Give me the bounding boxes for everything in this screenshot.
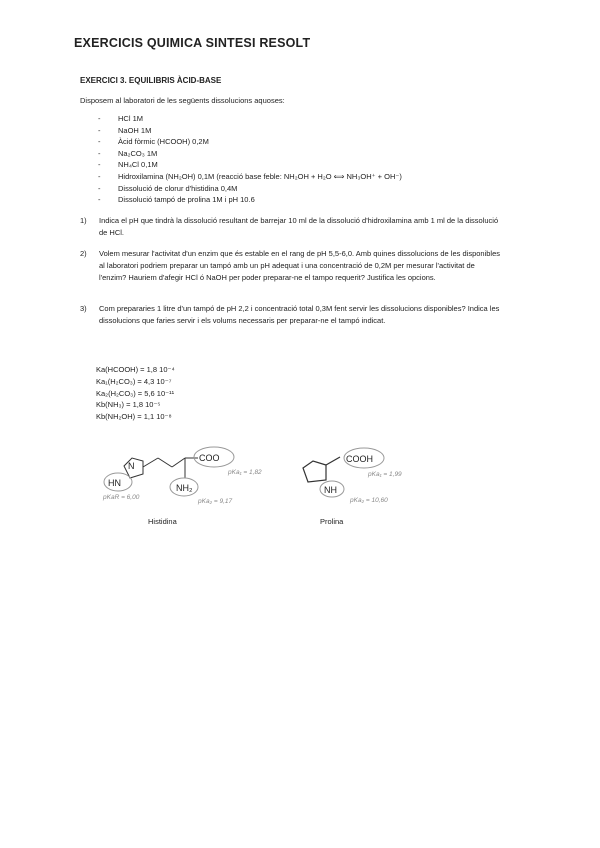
constant-item: Kb(NH₂OH) = 1,1 10⁻⁸ [96, 412, 172, 422]
bond [326, 457, 340, 465]
question-3: 3) Com prepararies 1 litre d'un tampó de pH 2,2 i concentració total 0,3M fent servir les dissolucions disponibles? Indica les dissolucions que faries servir i els volums necessaris per preparar-ne el tampó indicat. [80, 304, 500, 325]
nh2-label: NH₂ [176, 483, 193, 493]
bond [143, 458, 158, 467]
page-title: EXERCICIS QUIMICA SINTESI RESOLT [74, 36, 311, 50]
bond [158, 458, 172, 467]
coo-label: COO [199, 453, 220, 463]
bond [172, 458, 185, 467]
constant-item: Ka₁(H₂CO₃) = 4,3 10⁻⁷ [96, 376, 172, 386]
n-label: N [128, 461, 135, 471]
intro-text: Disposem al laboratori de les següents dissolucions aquoses: [80, 96, 285, 105]
question-1: 1) Indica el pH que tindrà la dissolució resultant de barrejar 10 ml de la dissolució d'hidroxilamina amb 1 ml de la dissolució de HCl. [80, 216, 499, 237]
list-item: - NaOH 1M [98, 125, 152, 135]
list-item: - HCl 1M [98, 114, 144, 123]
proline-pka2: pKa₂ = 10,60 [350, 497, 388, 504]
histidine-label: Histidina [148, 517, 177, 526]
constant-item: Ka₂(H₂CO₃) = 5,6 10⁻¹¹ [96, 388, 175, 398]
cooh-label: COOH [346, 454, 373, 464]
constant-item: Kb(NH₃) = 1,8 10⁻⁵ [96, 400, 161, 410]
section-title: EXERCICI 3. EQUILIBRIS ÀCID-BASE [80, 76, 222, 85]
proline-label: Prolina [320, 517, 344, 526]
histidine-pkar: pKaR = 6,00 [103, 494, 140, 501]
proline-pka1: pKa₁ = 1,99 [368, 471, 402, 478]
histidine-pka1: pKa₁ = 1,82 [228, 469, 262, 476]
list-item: - Dissolució de clorur d'histidina 0,4M [98, 183, 238, 193]
list-item: - Dissolució tampó de prolina 1M i pH 10.6 [98, 195, 255, 205]
list-item: - NH₄Cl 0,1M [98, 160, 158, 170]
list-item: - Hidroxilamina (NH₂OH) 0,1M (reacció base feble: NH₂OH + H₂O ⟺ NH₃OH⁺ + OH⁻) [98, 171, 402, 181]
constant-item: Ka(HCOOH) = 1,8 10⁻⁴ [96, 365, 175, 374]
histidine-pka2: pKa₂ = 9,17 [198, 498, 233, 505]
pyrrolidine-ring [303, 461, 326, 482]
list-item: - Àcid fòrmic (HCOOH) 0,2M [98, 137, 209, 147]
list-item: - Na₂CO₃ 1M [98, 148, 158, 158]
hn-label: HN [108, 478, 121, 488]
nh-label: NH [324, 485, 337, 495]
question-2: 2) Volem mesurar l'activitat d'un enzim que és estable en el rang de pH 5,5-6,0. Amb quines dissolucions de les disponibles al laboratori podriem preparar un tampó amb un pH adequat i una concentració de 0,2M per mesurar l'activitat de l'enzim? Hauriem d'afegir HCl ó NaOH per poder preparar-ne el tampo requerit? Justifica les opcions. [80, 249, 501, 282]
